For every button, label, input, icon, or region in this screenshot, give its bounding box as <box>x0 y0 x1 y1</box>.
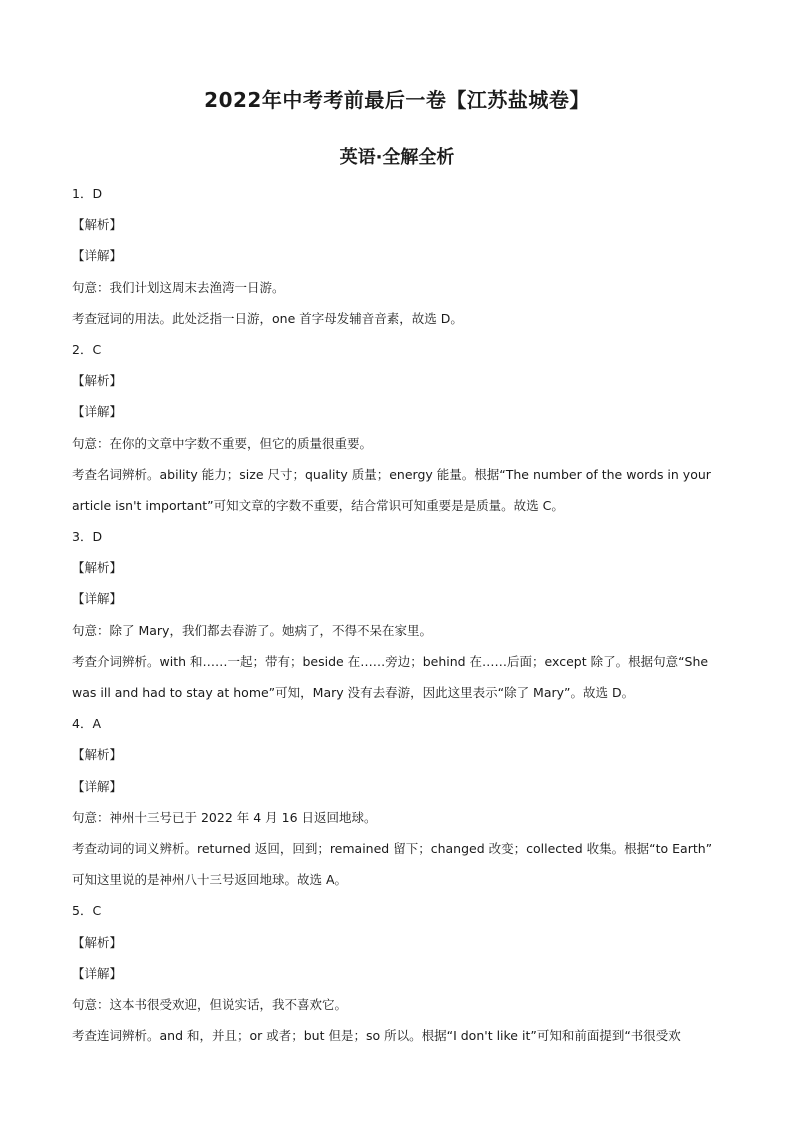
explanation-line: 可知这里说的是神州八十三号返回地球。故选 A。 <box>72 872 348 888</box>
question-number: 1．D <box>72 186 103 201</box>
sentence-meaning: 句意：神州十三号已于 2022 年 4 月 16 日返回地球。 <box>72 809 377 825</box>
question-number: 2．C <box>72 341 102 357</box>
question-block <box>72 895 724 1051</box>
question-block <box>72 708 724 895</box>
question-number: 4．A <box>72 716 102 732</box>
detail-tag: 【详解】 <box>72 591 123 607</box>
explanation-line: article isn't important”可知文章的字数不重要，结合常识可知重要是是质量。故选 C。 <box>72 497 564 513</box>
detail-tag: 【详解】 <box>72 248 123 264</box>
analysis-tag: 【解析】 <box>72 373 123 389</box>
analysis-tag: 【解析】 <box>72 217 123 233</box>
explanation-line: was ill and had to stay at home”可知，Mary 没有去春游，因此这里表示“除了 Mary”。故选 D。 <box>72 685 635 700</box>
detail-tag: 【详解】 <box>72 965 123 981</box>
question-number: 5．C <box>72 903 102 919</box>
analysis-tag: 【解析】 <box>72 934 123 950</box>
sentence-meaning: 句意：我们计划这周末去渔湾一日游。 <box>72 279 285 295</box>
analysis-tag: 【解析】 <box>72 560 123 576</box>
explanation-line: 考查冠词的用法。此处泛指一日游，one 首字母发辅音音素，故选 D。 <box>72 310 463 326</box>
sentence-meaning: 句意：在你的文章中字数不重要，但它的质量很重要。 <box>72 435 373 451</box>
answer-content <box>72 178 724 1051</box>
detail-tag: 【详解】 <box>72 778 123 794</box>
question-number: 3．D <box>72 529 103 545</box>
document-title: 2022年中考考前最后一卷【江苏盐城卷】 <box>204 88 590 112</box>
sentence-meaning: 句意：这本书很受欢迎，但说实话，我不喜欢它。 <box>72 996 348 1012</box>
question-block <box>72 521 724 708</box>
analysis-tag: 【解析】 <box>72 747 123 763</box>
document-subtitle: 英语·全解全析 <box>339 147 455 168</box>
detail-tag: 【详解】 <box>72 404 123 420</box>
explanation-line: 考查连词辨析。and 和，并且；or 或者；but 但是；so 所以。根据“I don't like it”可知和前面提到“书很受欢 <box>72 1028 681 1044</box>
question-block <box>72 334 724 521</box>
explanation-line: 考查名词辨析。ability 能力；size 尺寸；quality 质量；energy 能量。根据“The number of the words in your <box>72 466 711 482</box>
sentence-meaning: 句意：除了 Mary，我们都去春游了。她病了，不得不呆在家里。 <box>72 622 432 638</box>
question-block <box>72 178 724 334</box>
explanation-line: 考查介词辨析。with 和……一起；带有；beside 在……旁边；behind 在……后面；except 除了。根据句意“She <box>72 653 709 669</box>
explanation-line: 考查动词的词义辨析。returned 返回，回到；remained 留下；changed 改变；collected 收集。根据“to Earth” <box>72 840 713 856</box>
